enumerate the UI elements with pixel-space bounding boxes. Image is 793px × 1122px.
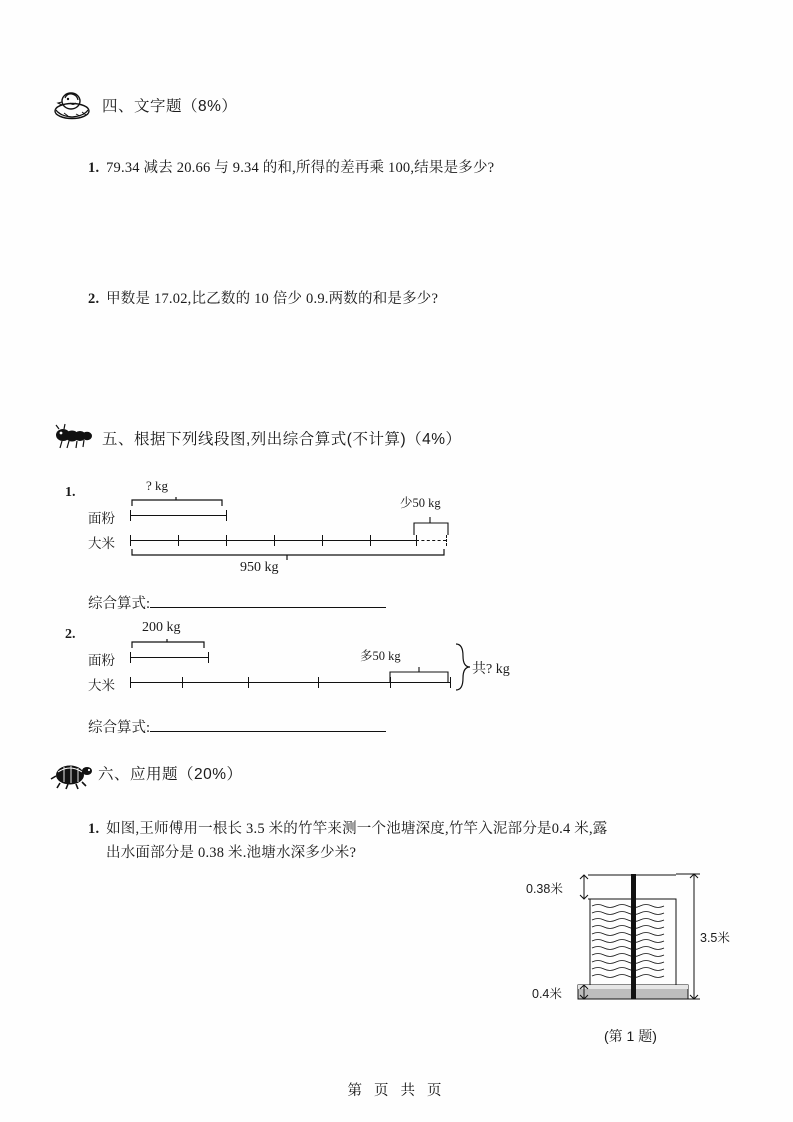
section-header-5: [52, 423, 462, 453]
item-number: 1.: [65, 485, 76, 500]
answer-line-1: [88, 592, 386, 613]
pond-figure-svg: [548, 866, 728, 1046]
line-diagram-1: [60, 478, 540, 612]
tick: [182, 677, 183, 688]
pond-depth-figure: [526, 866, 730, 1046]
tick: [370, 535, 371, 546]
tick: [226, 535, 227, 546]
brace-top: [130, 638, 208, 650]
caterpillar-icon: [52, 423, 96, 453]
brace-top: [130, 496, 226, 508]
row-label-flour: 面粉: [88, 511, 115, 526]
difference-label: 多50 kg: [360, 649, 401, 663]
rice-segment: [130, 540, 416, 541]
question-text: 79.34 减去 20.66 与 9.34 的和,所得的差再乘 100,结果是多少?: [106, 160, 495, 176]
brace-bottom: [130, 548, 448, 562]
tick: [130, 510, 131, 521]
figure-caption: (第 1 题): [604, 1028, 657, 1044]
top-quantity-label: ? kg: [146, 478, 169, 493]
tick: [322, 535, 323, 546]
difference-label: 少50 kg: [400, 496, 441, 510]
brace-right: [388, 664, 452, 684]
turtle-icon: [48, 758, 92, 788]
item-number: 2.: [65, 627, 76, 642]
tick: [130, 677, 131, 688]
total-label: 950 kg: [240, 560, 279, 575]
label-above-water: 0.38米: [526, 882, 563, 896]
question-number: 1.: [88, 821, 100, 837]
tick: [248, 677, 249, 688]
section-title: 五、根据下列线段图,列出综合算式(不计算)（4%）: [102, 431, 462, 448]
section-title: 四、文字题（8%）: [102, 98, 238, 115]
question-text-line-1: 如图,王师傅用一根长 3.5 米的竹竿来测一个池塘深度,竹竿入泥部分是0.4 米,露: [106, 821, 608, 837]
section-header-4: [52, 90, 237, 120]
page-footer: 第 页 共 页: [347, 1083, 446, 1099]
answer-blank[interactable]: [150, 717, 386, 732]
question-number: 1.: [88, 160, 100, 176]
answer-label: 综合算式:: [88, 720, 151, 736]
tick: [208, 652, 209, 663]
row-label-rice: 大米: [88, 536, 115, 551]
tick: [274, 535, 275, 546]
dashed-extension: [416, 540, 446, 541]
section-header-6: [48, 758, 243, 788]
bird-nest-icon: [52, 90, 96, 120]
brace-group: [454, 642, 472, 692]
tick: [130, 652, 131, 663]
question-text: 甲数是 17.02,比乙数的 10 倍少 0.9.两数的和是多少?: [106, 291, 439, 307]
question-6-1: [88, 818, 728, 866]
question-text-line-2: 出水面部分是 0.38 米.池塘水深多少米?: [106, 844, 357, 861]
question-4-1: [88, 157, 738, 181]
brace-right: [412, 511, 452, 537]
tick: [130, 535, 131, 546]
answer-line-2: [88, 716, 386, 737]
line-diagram-2: [60, 620, 540, 750]
total-label: 共? kg: [472, 662, 510, 677]
label-in-mud: 0.4米: [532, 987, 562, 1001]
question-4-2: [88, 288, 738, 312]
tick: [178, 535, 179, 546]
tick: [226, 510, 227, 521]
answer-blank[interactable]: [150, 593, 386, 608]
flour-segment: [130, 515, 226, 516]
question-number: 2.: [88, 291, 100, 307]
label-pole-length: 3.5米: [700, 931, 730, 945]
answer-label: 综合算式:: [88, 596, 151, 612]
tick: [318, 677, 319, 688]
section-title: 六、应用题（20%）: [98, 766, 243, 783]
row-label-rice: 大米: [88, 678, 115, 693]
top-quantity-label: 200 kg: [142, 620, 181, 635]
row-label-flour: 面粉: [88, 653, 115, 668]
flour-segment: [130, 657, 208, 658]
